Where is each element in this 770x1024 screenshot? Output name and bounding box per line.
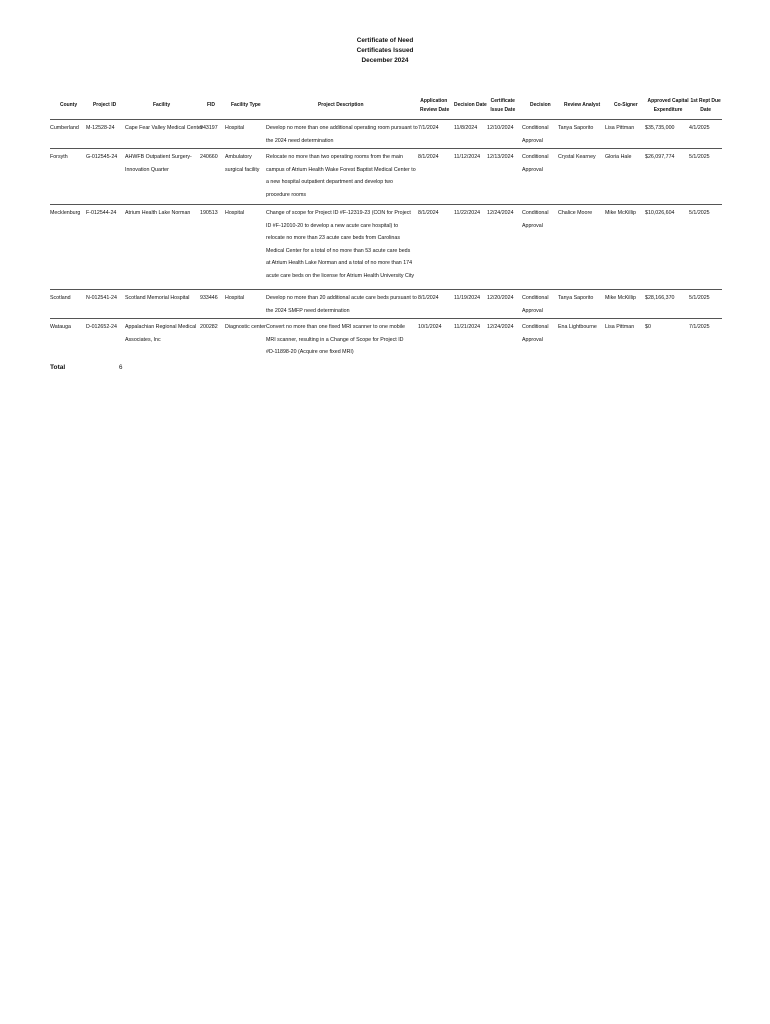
cell-facility-type: Hospital — [225, 210, 245, 216]
row-divider — [50, 204, 722, 205]
cell-fid: 200282 — [200, 324, 218, 330]
cell-decision: Conditional Approval — [522, 125, 549, 144]
cell-cosigner: Lisa Pittman — [605, 125, 635, 131]
col-first-report-due: 1st Rept Due Date — [690, 98, 721, 113]
cell-facility-type: Ambulatory surgical facility — [225, 154, 260, 173]
cell-decision-date: 11/22/2024 — [454, 210, 481, 216]
cell-analyst: Ena Lightbourne — [558, 324, 597, 330]
cell-review-date: 8/1/2024 — [418, 295, 439, 301]
row-divider — [50, 289, 722, 290]
col-decision-date: Decision Date — [454, 102, 487, 108]
cell-report-due: 5/1/2025 — [689, 295, 710, 301]
cell-capital: $0 — [645, 324, 651, 330]
col-project-id: Project ID — [93, 102, 117, 108]
cell-project-id: G-012545-24 — [86, 154, 118, 160]
col-facility: Facility — [153, 102, 171, 108]
cell-issue-date: 12/10/2024 — [487, 125, 514, 131]
cell-facility: AHWFB Outpatient Surgery-Innovation Quarter — [125, 154, 192, 173]
total-label: Total — [50, 364, 66, 371]
col-project-description: Project Description — [318, 102, 364, 108]
cell-decision-date: 11/12/2024 — [454, 154, 481, 160]
cell-fid: 240660 — [200, 154, 218, 160]
report-period: December 2024 — [361, 57, 409, 64]
report-title: Certificate of Need — [356, 37, 414, 44]
cell-report-due: 5/1/2025 — [689, 210, 710, 216]
cell-facility: Cape Fear Valley Medical Center — [125, 125, 203, 131]
row-divider — [50, 318, 722, 319]
cell-decision-date: 11/19/2024 — [454, 295, 481, 301]
col-fid: FID — [207, 102, 215, 108]
cell-fid: 190513 — [200, 210, 218, 216]
cell-description: Develop no more than one additional operating room pursuant to the 2024 need determination — [266, 125, 418, 144]
cell-project-id: N-012541-24 — [86, 295, 117, 301]
col-approved-capital: Approved Capital Expenditure — [647, 98, 689, 113]
cell-county: Forsyth — [50, 154, 68, 160]
cell-cosigner: Lisa Pittman — [605, 324, 635, 330]
cell-fid: 943197 — [200, 125, 218, 131]
col-review-analyst: Review Analyst — [564, 102, 601, 108]
row-divider — [50, 148, 722, 149]
cell-facility: Appalachian Regional Medical Associates, Inc — [125, 324, 197, 343]
report-subtitle: Certificates Issued — [356, 47, 414, 54]
cell-analyst: Tanya Saporito — [558, 295, 594, 301]
cell-facility-type: Diagnostic center — [225, 324, 266, 330]
cell-capital: $28,166,370 — [645, 295, 675, 301]
cell-review-date: 8/1/2024 — [418, 154, 439, 160]
cell-county: Cumberland — [50, 125, 79, 131]
cell-project-id: M-12528-24 — [86, 125, 115, 131]
cell-review-date: 10/1/2024 — [418, 324, 442, 330]
cell-description: Relocate no more than two operating rooms from the main campus of Atrium Health Wake Forest Baptist Medical Center to a new hospital outpatient department and develop two procedure rooms — [266, 154, 416, 198]
cell-capital: $26,097,774 — [645, 154, 675, 160]
cell-county: Mecklenburg — [50, 210, 81, 216]
cell-issue-date: 12/24/2024 — [487, 210, 514, 216]
cell-county: Watauga — [50, 324, 72, 330]
cell-description: Convert no more than one fixed MRI scanner to one mobile MRI scanner, resulting in a Change of Scope for Project ID #D-11898-20 (Acquire one fixed MRI) — [266, 324, 405, 355]
cell-report-due: 4/1/2025 — [689, 125, 710, 131]
cell-facility-type: Hospital — [225, 295, 245, 301]
cell-cosigner: Mike McKillip — [605, 210, 636, 216]
cell-facility: Atrium Health Lake Norman — [125, 210, 191, 216]
cell-decision: Conditional Approval — [522, 295, 549, 314]
cell-issue-date: 12/24/2024 — [487, 324, 514, 330]
cell-analyst: Chalice Moore — [558, 210, 593, 216]
cell-decision: Conditional Approval — [522, 324, 549, 343]
cell-description: Develop no more than 20 additional acute care beds pursuant to the 2024 SMFP need determination — [266, 295, 417, 314]
cell-decision-date: 11/21/2024 — [454, 324, 481, 330]
cell-facility: Scotland Memorial Hospital — [125, 295, 190, 301]
col-county: County — [60, 102, 78, 108]
cell-decision-date: 11/8/2024 — [454, 125, 478, 131]
cell-report-due: 5/1/2025 — [689, 154, 710, 160]
cell-report-due: 7/1/2025 — [689, 324, 710, 330]
report-title-block — [0, 36, 770, 66]
cell-cosigner: Gloria Hale — [605, 154, 632, 160]
cell-decision: Conditional Approval — [522, 210, 549, 229]
cell-cosigner: Mike McKillip — [605, 295, 636, 301]
cell-project-id: F-012544-24 — [86, 210, 117, 216]
cell-county: Scotland — [50, 295, 71, 301]
header-divider — [50, 119, 722, 120]
col-co-signer: Co-Signer — [614, 102, 638, 108]
total-value: 6 — [119, 364, 123, 371]
cell-capital: $35,735,000 — [645, 125, 675, 131]
cell-issue-date: 12/13/2024 — [487, 154, 514, 160]
cell-project-id: D-012652-24 — [86, 324, 117, 330]
cell-review-date: 8/1/2024 — [418, 210, 439, 216]
col-facility-type: Facility Type — [231, 102, 261, 108]
cell-decision: Conditional Approval — [522, 154, 549, 173]
cell-issue-date: 12/20/2024 — [487, 295, 514, 301]
col-application-review-date: Application Review Date — [420, 98, 450, 113]
cell-description: Change of scope for Project ID #F-12319-23 (CON for Project ID #F-12010-20 to develop a new acute care hospital) to relocate no more than 23 acute care beds from Carolinas Medical Center for a total of no more than 53 acute care beds at Atrium Health Lake Norman and a total of no more than 174 acute care beds on the license for Atrium Health University City — [266, 210, 415, 279]
cell-facility-type: Hospital — [225, 125, 245, 131]
col-certificate-issue-date: Certificate Issue Date — [490, 98, 516, 113]
cell-fid: 933446 — [200, 295, 218, 301]
cell-analyst: Tanya Saporito — [558, 125, 594, 131]
cell-review-date: 7/1/2024 — [418, 125, 439, 131]
cell-capital: $10,026,604 — [645, 210, 675, 216]
col-decision: Decision — [530, 102, 551, 108]
cell-analyst: Crystal Kearney — [558, 154, 596, 160]
